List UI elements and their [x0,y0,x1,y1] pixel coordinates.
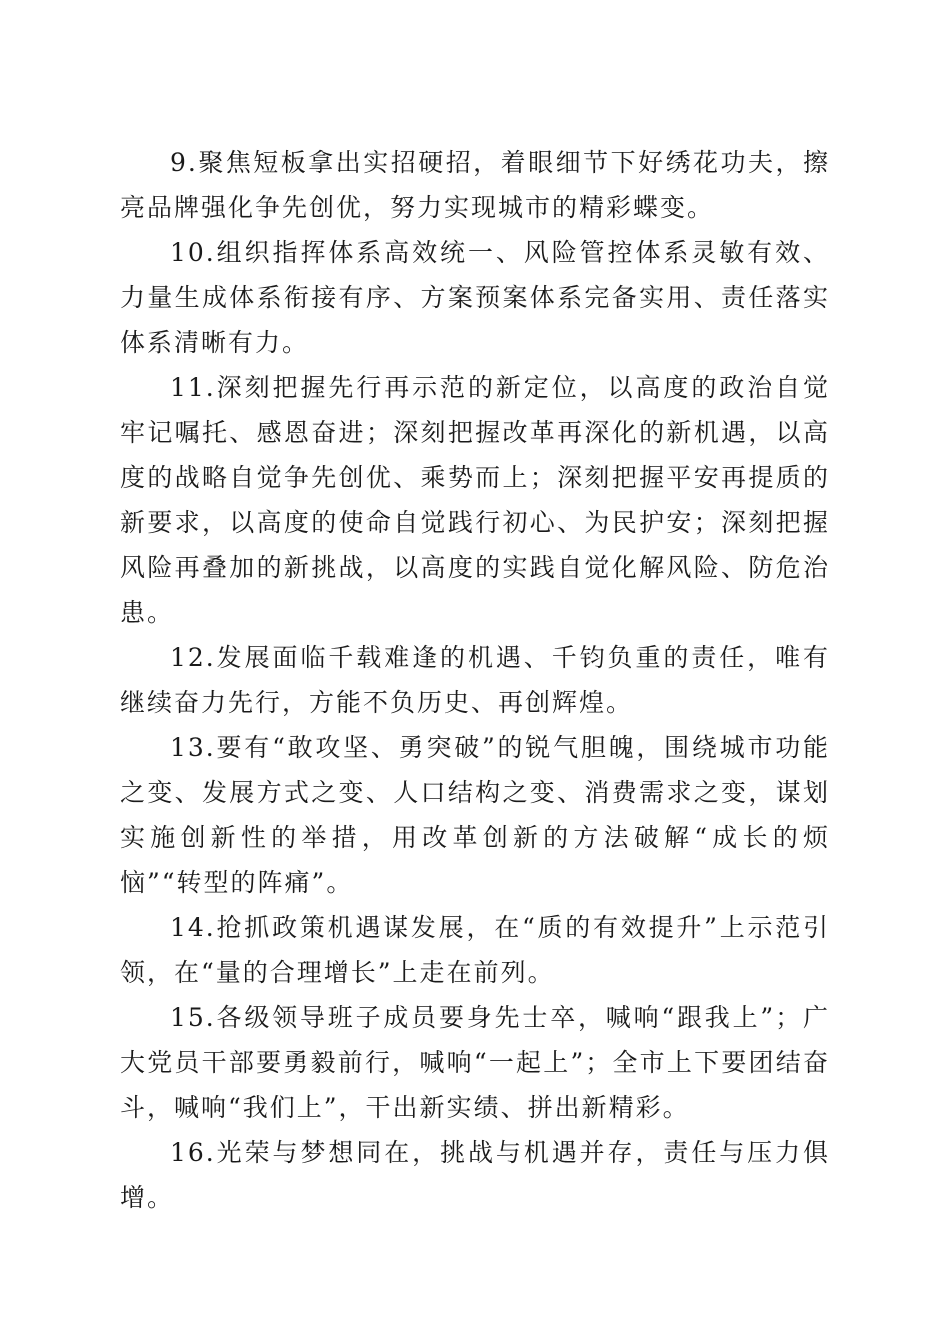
paragraph-16: 16.光荣与梦想同在，挑战与机遇并存，责任与压力俱增。 [120,1138,830,1212]
paragraph-13: 13.要有“敢攻坚、勇突破”的锐气胆魄，围绕城市功能之变、发展方式之变、人口结构之变、消费需求之变，谋划实施创新性的举措，用改革创新的方法破解“成长的烦恼”“转型的阵痛”。 [120,733,830,897]
paragraph-14: 14.抢抓政策机遇谋发展，在“质的有效提升”上示范引领，在“量的合理增长”上走在前列。 [120,913,830,987]
document-body [120,140,830,1220]
paragraph-11: 11.深刻把握先行再示范的新定位，以高度的政治自觉牢记嘱托、感恩奋进；深刻把握改革再深化的新机遇，以高度的战略自觉争先创优、乘势而上；深刻把握平安再提质的新要求，以高度的使命自觉践行初心、为民护安；深刻把握风险再叠加的新挑战，以高度的实践自觉化解风险、防危治患。 [120,373,830,627]
paragraph-9: 9.聚焦短板拿出实招硬招，着眼细节下好绣花功夫，擦亮品牌强化争先创优，努力实现城市的精彩蝶变。 [120,148,830,222]
paragraph-12: 12.发展面临千载难逢的机遇、千钧负重的责任，唯有继续奋力先行，方能不负历史、再创辉煌。 [120,643,830,717]
paragraph-15: 15.各级领导班子成员要身先士卒，喊响“跟我上”；广大党员干部要勇毅前行，喊响“一起上”；全市上下要团结奋斗，喊响“我们上”，干出新实绩、拼出新精彩。 [120,1003,830,1122]
paragraph-10: 10.组织指挥体系高效统一、风险管控体系灵敏有效、力量生成体系衔接有序、方案预案体系完备实用、责任落实体系清晰有力。 [120,238,830,357]
